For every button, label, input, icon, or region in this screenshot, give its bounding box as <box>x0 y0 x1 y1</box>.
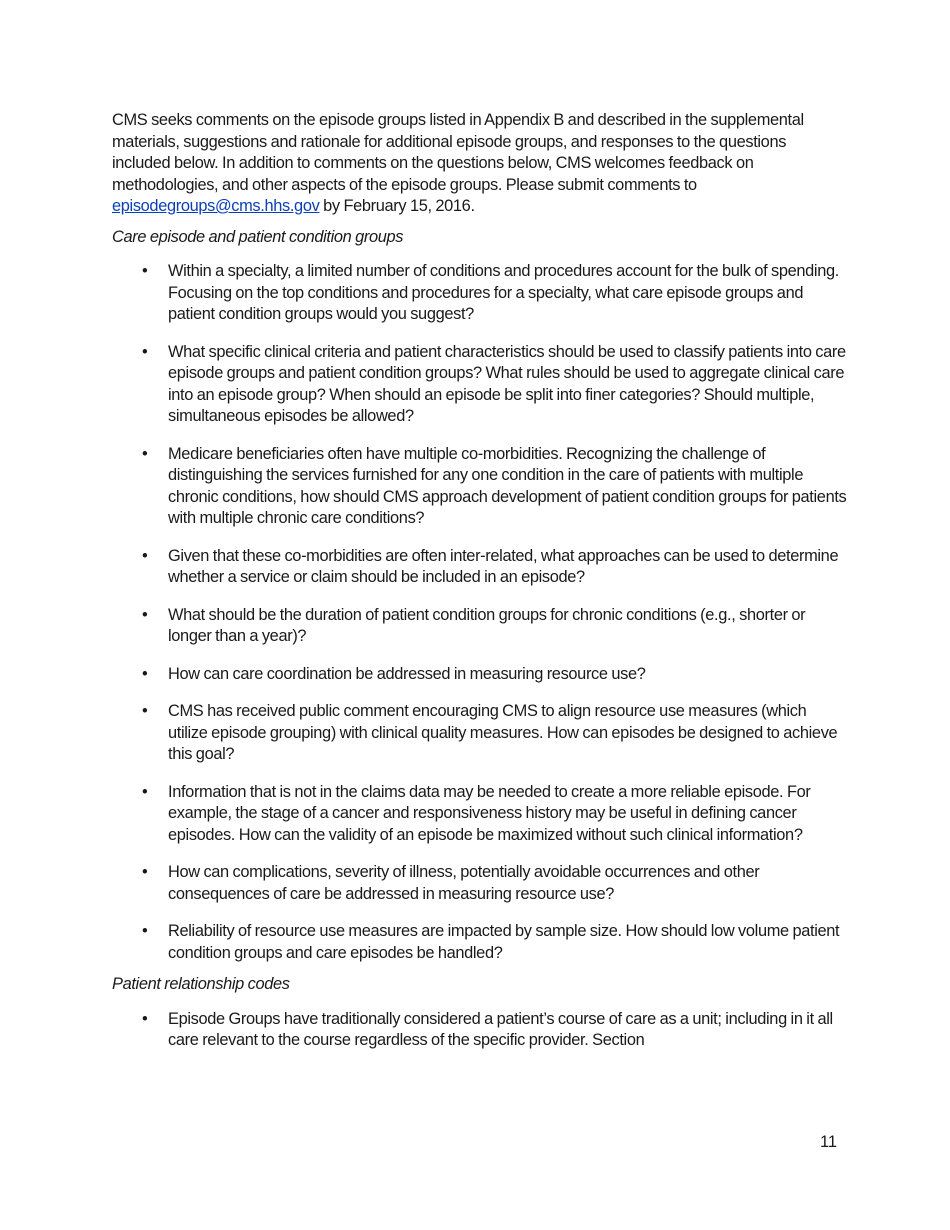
intro-text: CMS seeks comments on the episode groups listed in Appendix B and described in the supplemental materials, suggestions and rationale for additional episode groups, and responses to the questions included below. In addition to comments on the questions below, CMS welcomes feedback on methodologies, and other aspects of the episode groups. Please submit comments to <box>112 111 804 194</box>
bullet-icon: • <box>142 702 148 720</box>
list-item-text: What should be the duration of patient condition groups for chronic conditions (e.g., shorter or longer than a year)? <box>168 605 806 645</box>
list-item-text: Information that is not in the claims data may be needed to create a more reliable episode. For example, the stage of a cancer and responsiveness history may be useful in defining cancer episodes. How can the validity of an episode be maximized without such clinical information? <box>168 782 811 844</box>
bullet-icon: • <box>142 1009 148 1028</box>
list-item <box>112 444 847 530</box>
list-item <box>112 664 847 686</box>
list-item-text: Episode Groups have traditionally considered a patient’s course of care as a unit; including in it all care relevant to the course regardless of the specific provider. Section <box>168 1009 833 1049</box>
list-item <box>112 862 847 905</box>
list-item <box>112 261 847 326</box>
bullet-list-patient-relationship <box>112 1009 847 1052</box>
bullet-icon: • <box>142 605 148 624</box>
list-item <box>112 1009 847 1052</box>
list-item <box>112 701 847 766</box>
list-item <box>112 546 847 589</box>
intro-paragraph <box>112 110 847 218</box>
bullet-icon: • <box>142 262 148 280</box>
bullet-icon: • <box>142 863 148 881</box>
page-number: 11 <box>819 1133 837 1151</box>
intro-deadline-text: by February 15, 2016. <box>319 197 475 215</box>
list-item <box>112 605 847 648</box>
list-item-text: Within a specialty, a limited number of conditions and procedures account for the bulk of spending. Focusing on the top conditions and procedures for a specialty, what care episode groups and patient condition groups would you suggest? <box>168 262 839 323</box>
document-page <box>112 110 847 1052</box>
bullet-icon: • <box>142 782 148 801</box>
list-item <box>112 921 847 964</box>
list-item-text: CMS has received public comment encouraging CMS to align resource use measures (which utilize episode grouping) with clinical quality measures. How can episodes be designed to achieve this goal? <box>168 702 838 763</box>
bullet-icon: • <box>142 922 148 940</box>
section-heading-care-episode: Care episode and patient condition groups <box>112 227 404 246</box>
bullet-icon: • <box>142 546 148 565</box>
section-heading-patient-relationship: Patient relationship codes <box>112 975 290 993</box>
list-item <box>112 782 847 847</box>
list-item-text: What specific clinical criteria and patient characteristics should be used to classify patients into care episode groups and patient condition groups? What rules should be used to aggregate clinical care into an episode group? When should an episode be split into finer categories? Should multiple, simultaneous episodes be allowed? <box>168 342 846 425</box>
list-item-text: Given that these co-morbidities are often inter-related, what approaches can be used to determine whether a service or claim should be included in an episode? <box>168 546 839 586</box>
list-item-text: Medicare beneficiaries often have multiple co-morbidities. Recognizing the challenge of distinguishing the services furnished for any one condition in the care of patients with multiple chronic conditions, how should CMS approach development of patient condition groups for patients with multiple chronic care conditions? <box>168 444 847 527</box>
list-item-text: How can care coordination be addressed in measuring resource use? <box>168 664 646 683</box>
bullet-list-care-episode <box>112 261 847 964</box>
list-item-text: How can complications, severity of illness, potentially avoidable occurrences and other consequences of care be addressed in measuring resource use? <box>168 863 760 903</box>
list-item <box>112 342 847 428</box>
bullet-icon: • <box>142 342 148 361</box>
list-item-text: Reliability of resource use measures are impacted by sample size. How should low volume patient condition groups and care episodes be handled? <box>168 922 840 962</box>
email-link[interactable]: episodegroups@cms.hhs.gov <box>112 197 320 215</box>
bullet-icon: • <box>142 444 148 463</box>
bullet-icon: • <box>142 664 148 683</box>
